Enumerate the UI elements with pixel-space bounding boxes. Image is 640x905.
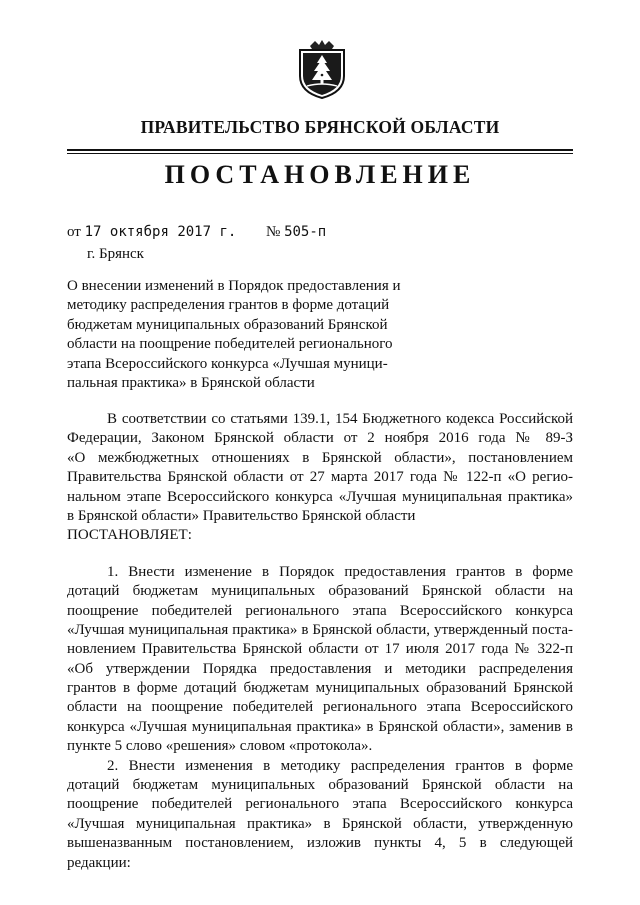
text-line: В соответствии со статьями 139.1, 154 Бюджетного кодекса Российской (107, 411, 573, 427)
text-line: новлением Правительства Брянской области от 17 июля 2017 года № 322-п (67, 641, 573, 658)
subject-line: пальная практика» в Брянской области (67, 375, 315, 392)
text-line: «Об утверждении Порядка предоставления и методики распределения (67, 660, 573, 677)
text-line: в Брянской области» Правительство Брянской области (67, 507, 416, 524)
text-line: конкурса «Лучшая муниципальная практика» в Брянской области», заменив в (67, 718, 573, 735)
resolves-word: ПОСТАНОВЛЯЕТ: (67, 527, 192, 544)
date-number-line (67, 224, 327, 241)
text-line: дотаций бюджетам муниципальных образований Брянской области на (67, 777, 573, 794)
text-line: 2. Внести изменения в методику распределения грантов в форме (107, 757, 573, 774)
preamble-paragraph (67, 410, 573, 546)
header-rule-thin (67, 153, 573, 154)
item-2-paragraph (67, 757, 573, 873)
text-line: поощрение победителей регионального этапа Всероссийского конкурса (67, 796, 573, 813)
city: г. Брянск (87, 246, 144, 262)
text-line: нальном этапе Всероссийского конкурса «Лучшая муниципальная практика» (67, 488, 573, 505)
government-name: ПРАВИТЕЛЬСТВО БРЯНСКОЙ ОБЛАСТИ (140, 117, 500, 137)
text-line: грантов в форме дотаций бюджетам муниципальных образований Брянской (67, 680, 573, 697)
coat-of-arms-emblem (295, 38, 349, 100)
text-line: Правительства Брянской области от 27 марта 2017 года № 122-п «О регио- (67, 469, 573, 486)
text-line: «Лучшая муниципальная практика» в Брянской области, утвержденный поста- (67, 621, 573, 638)
text-line: дотаций бюджетам муниципальных образований Брянской области на (67, 583, 573, 600)
document-number-group (266, 224, 326, 241)
text-line: пункте 5 слово «решения» словом «протокола». (67, 738, 373, 755)
text-line: 1. Внести изменение в Порядок предоставления грантов в форме (107, 563, 573, 580)
text-line: Федерации, Законом Брянской области от 2 ноября 2016 года № 89-З (67, 430, 573, 447)
text-line: поощрение победителей регионального этапа Всероссийского конкурса (67, 602, 573, 619)
document-date: 17 октября 2017 г. (84, 224, 237, 240)
header-rule-thick (67, 149, 573, 151)
text-line: «Лучшая муниципальная практика» в Брянской области, утвержденную (67, 815, 573, 832)
text-line: редакции: (67, 854, 131, 871)
subject-line: бюджетам муниципальных образований Брянской (67, 316, 388, 333)
date-prefix: от (67, 224, 81, 240)
subject-line: О внесении изменений в Порядок предоставления и (67, 278, 401, 294)
text-line: вышеназванным постановлением, изложив пункты 4, 5 в следующей (67, 835, 573, 852)
text-line: области на поощрение победителей регионального этапа Всероссийского (67, 699, 573, 716)
document-number: 505-п (284, 224, 327, 240)
paragraph-gap (67, 546, 573, 563)
item-1-paragraph (67, 563, 573, 757)
document-subject (67, 277, 407, 393)
subject-line: области на поощрение победителей регионального (67, 336, 393, 353)
number-prefix: № (266, 224, 281, 240)
document-type-title: ПОСТАНОВЛЕНИЕ (164, 160, 476, 189)
subject-line: методику распределения грантов в форме дотаций (67, 297, 390, 314)
subject-line: этапа Всероссийского конкурса «Лучшая муници- (67, 355, 388, 372)
document-body (67, 410, 573, 873)
text-line: «О межбюджетных отношениях в Брянской области», постановлением (67, 449, 573, 466)
